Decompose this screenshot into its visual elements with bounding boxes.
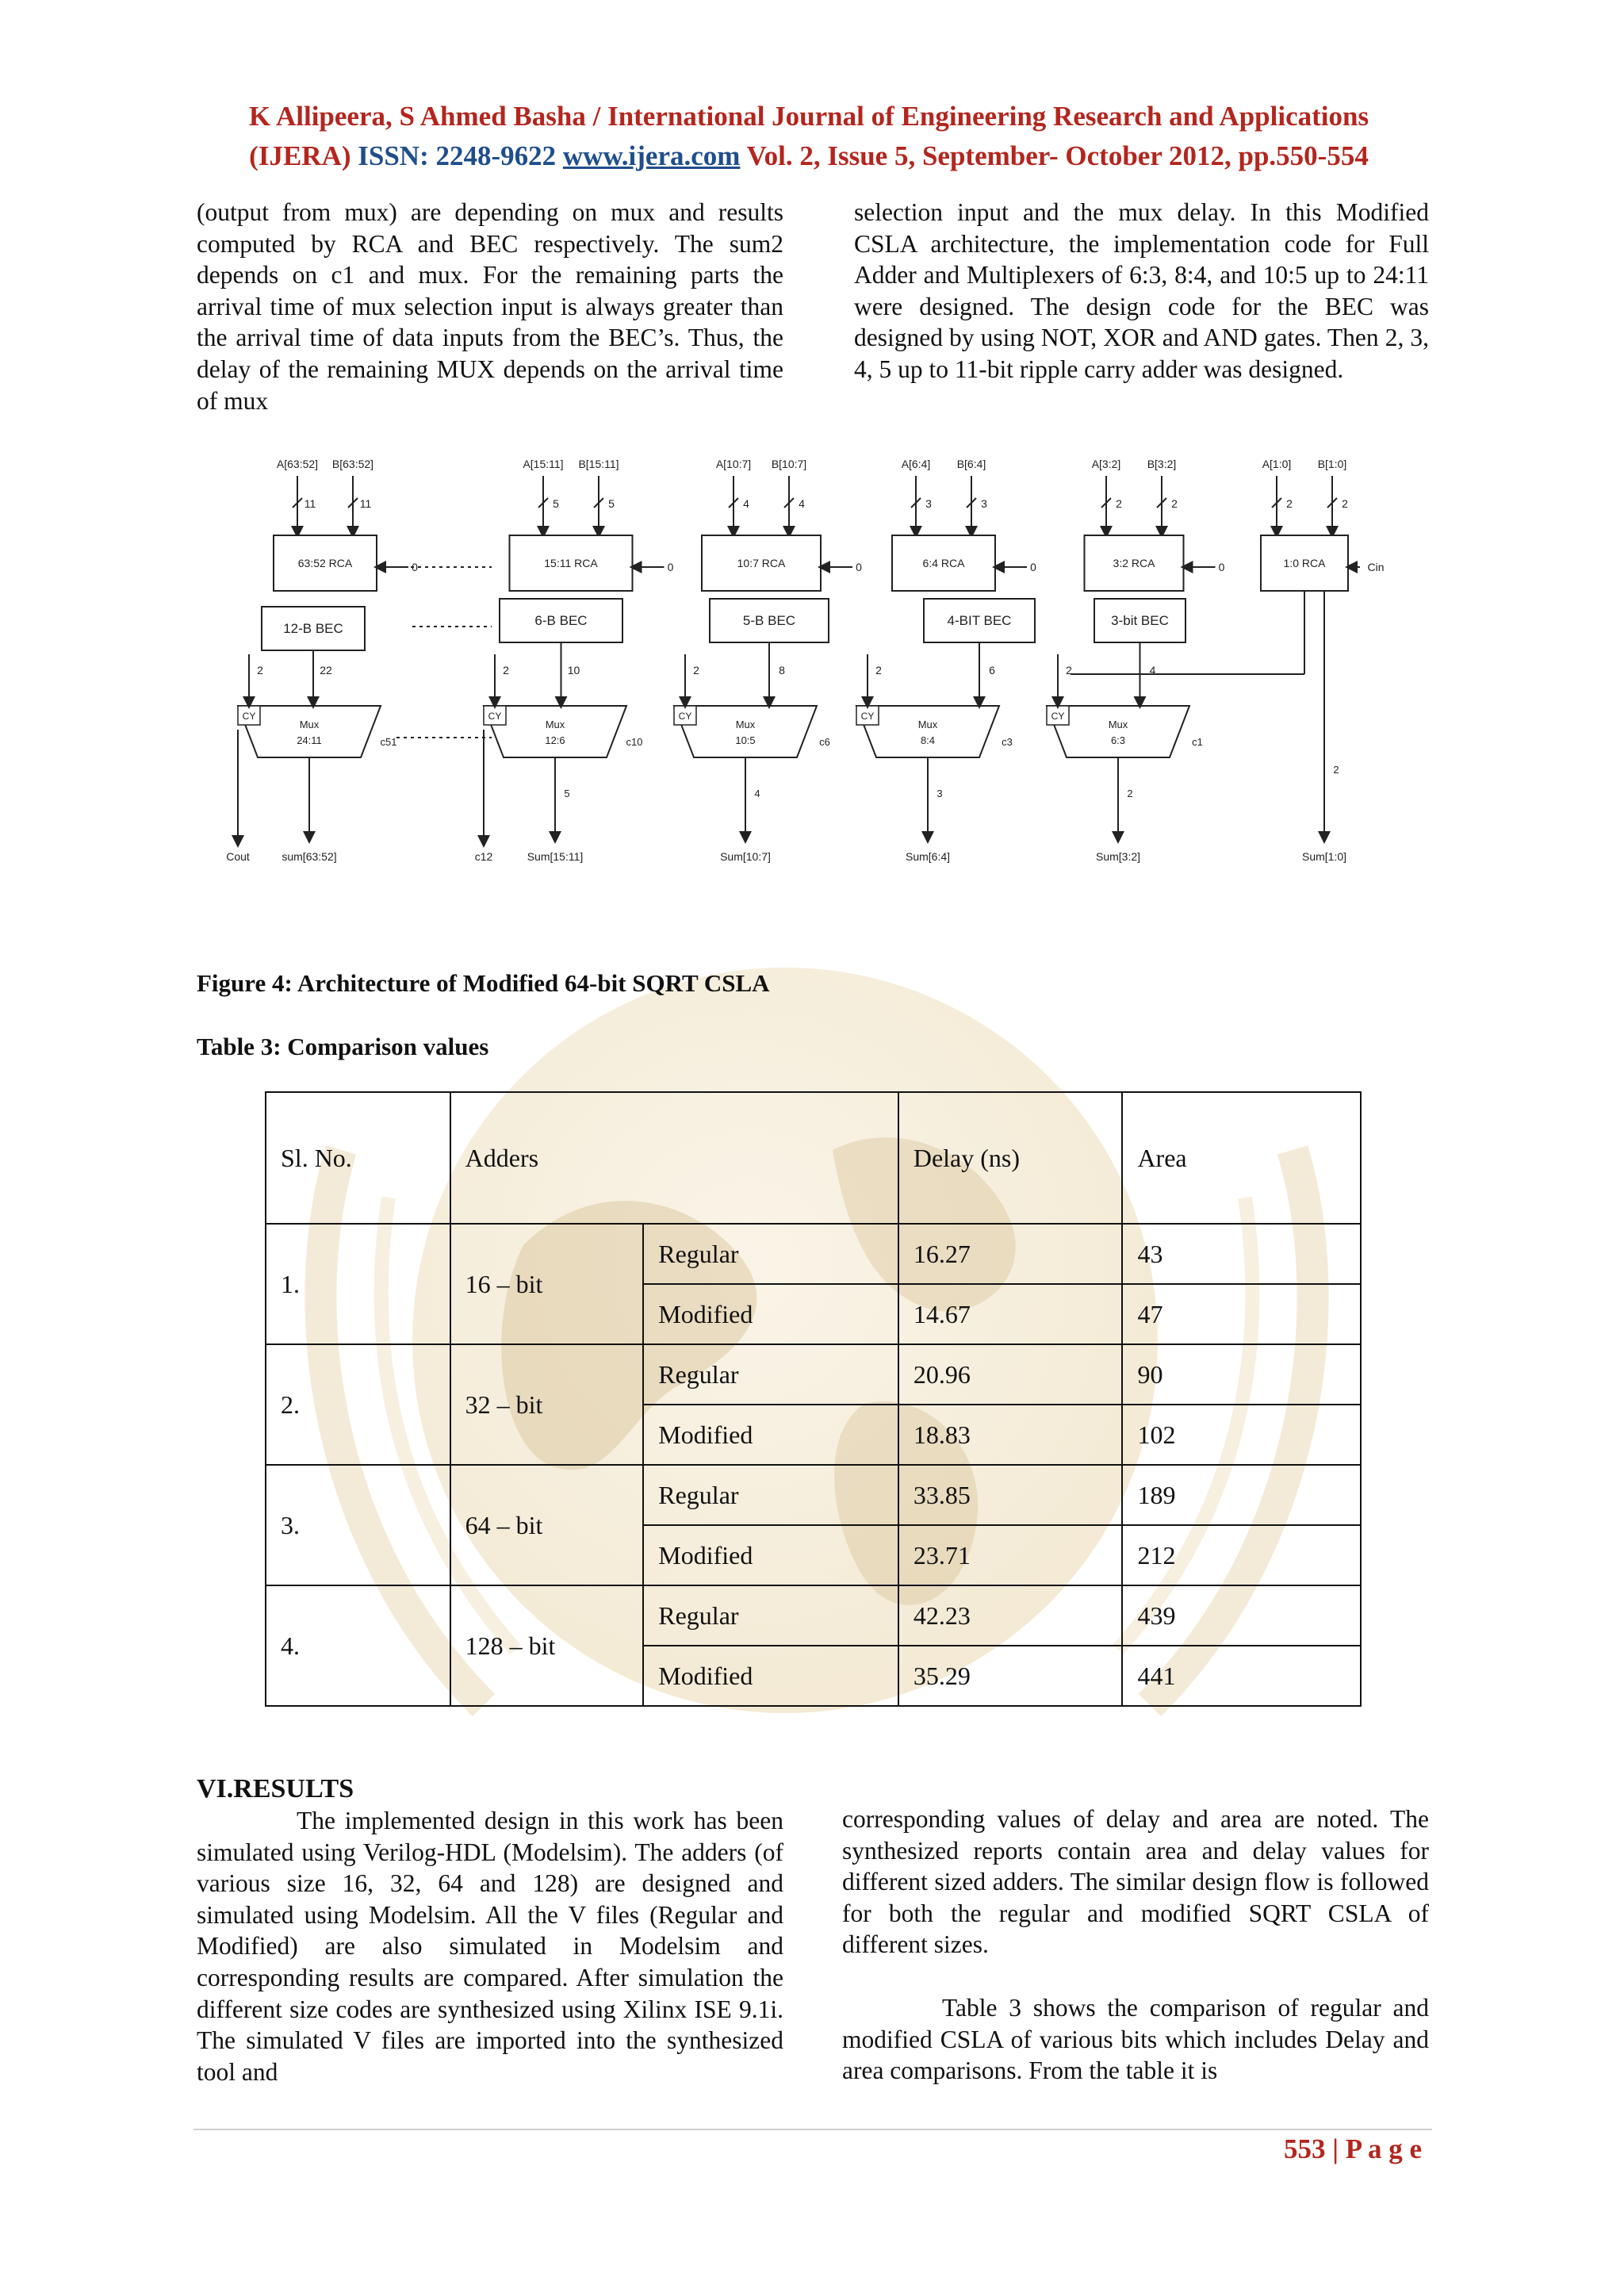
bus-width-label: 2: [1171, 497, 1178, 510]
mux-label: 8:4: [920, 734, 936, 746]
paragraph-top-right: selection input and the mux delay. In this Modified CSLA architecture, the implementation code for Full Adder and Multiplexers of 6:3, 8:4, and 10:5 up to 24:11 were designed. The design code for the BEC was designed by using NOT, XOR and AND gates. Then 2, 3, 4, 5 up to 11-bit ripple carry adder was designed.: [854, 198, 1429, 383]
header-delay: Delay (ns): [898, 1092, 1123, 1224]
input-b-label: B[15:11]: [578, 458, 619, 470]
mux-select-label: c1: [1192, 736, 1203, 748]
cell-area: 212: [1122, 1525, 1361, 1585]
table-row: [266, 1224, 1361, 1284]
table-row: [266, 1344, 1361, 1405]
cell-sl-no: 1.: [266, 1224, 450, 1344]
cy-label: CY: [678, 711, 692, 722]
cell-adder-size: 64 – bit: [450, 1465, 644, 1585]
carry-out-label: Cout: [226, 850, 250, 863]
bus-width-label: 4: [799, 497, 805, 510]
cy-label: CY: [488, 711, 502, 722]
mux-label: Mux: [917, 719, 938, 730]
input-b-label: B[63:52]: [331, 458, 374, 470]
cell-area: 102: [1122, 1405, 1361, 1465]
bus-width-label: 3: [925, 497, 932, 510]
bus-width-label: 2: [875, 664, 882, 677]
mux-label: 12:6: [545, 734, 565, 746]
bus-width-label: 6: [989, 664, 995, 677]
issue-info: Vol. 2, Issue 5, September- October 2012, pp.550-554: [746, 140, 1369, 171]
zero-input-label: 0: [856, 561, 862, 573]
paragraph-results-right-1: corresponding values of delay and area are noted. The synthesized reports contain area and delay values for different sized adders. The similar design flow is followed for both the regular and modified SQRT CSLA of different sizes.: [842, 1805, 1429, 1959]
cell-delay: 14.67: [898, 1284, 1123, 1344]
table-header-row: [266, 1092, 1361, 1224]
cell-adder-type: Modified: [643, 1284, 898, 1344]
cell-adder-type: Modified: [643, 1405, 898, 1465]
cell-delay: 35.29: [898, 1646, 1123, 1706]
header-area: Area: [1122, 1092, 1361, 1224]
bec-label: 5-B BEC: [742, 613, 796, 628]
cell-adder-type: Regular: [643, 1465, 898, 1525]
cell-area: 43: [1122, 1224, 1361, 1284]
zero-input-label: 0: [412, 561, 418, 573]
bus-width-label: 2: [1333, 764, 1339, 776]
paragraph-results-left: The implemented design in this work has been simulated using Verilog-HDL (Modelsim). The adders (of various size 16, 32, 64 and 128) are designed and simulated using Modelsim. All the V files (Regular and Modified) are also simulated in Modelsim and corresponding results are compared. After simulation the different size codes are synthesized using Xilinx ISE 9.1i. The simulated V files are imported into the synthesized tool and: [197, 1807, 783, 2086]
mux-select-label: c3: [1002, 736, 1013, 748]
rca-label: 3:2 RCA: [1113, 557, 1155, 569]
cell-adder-type: Modified: [643, 1646, 898, 1706]
zero-input-label: 0: [667, 561, 674, 573]
bus-width-label: 4: [1149, 664, 1156, 677]
bus-width-label: 8: [779, 664, 785, 677]
bec-label: 3-bit BEC: [1111, 613, 1169, 628]
input-a-label: A[10:7]: [715, 458, 752, 470]
cell-delay: 16.27: [898, 1224, 1123, 1284]
carry-in-label: Cin: [1367, 561, 1385, 573]
input-a-label: A[63:52]: [276, 458, 319, 470]
cy-label: CY: [242, 711, 256, 722]
bus-width-label: 4: [754, 788, 760, 799]
bus-width-label: 4: [743, 497, 749, 510]
bus-width-label: 2: [1286, 497, 1293, 510]
input-a-label: A[1:0]: [1262, 458, 1292, 470]
journal-abbr: (IJERA): [249, 140, 351, 171]
bus-width-label: 22: [320, 664, 332, 677]
cell-delay: 33.85: [898, 1465, 1123, 1525]
rca-label: 10:7 RCA: [737, 557, 786, 569]
mux-label: Mux: [1108, 719, 1128, 730]
page-number: 553 | P a g e: [1284, 2133, 1422, 2164]
cell-delay: 23.71: [898, 1525, 1123, 1585]
bus-width-label: 3: [936, 788, 943, 799]
bus-width-label: 2: [503, 664, 509, 677]
cell-area: 90: [1122, 1344, 1361, 1405]
header-adders: Adders: [450, 1092, 898, 1224]
input-a-label: A[3:2]: [1091, 458, 1121, 470]
cell-adder-size: 128 – bit: [450, 1585, 644, 1706]
bus-width-label: 2: [257, 664, 263, 677]
bus-width-label: 11: [304, 497, 316, 510]
sum-output-label: Sum[10:7]: [720, 850, 771, 863]
input-a-label: A[6:4]: [901, 458, 931, 470]
bus-width-label: 10: [567, 664, 580, 677]
cell-delay: 18.83: [898, 1405, 1123, 1465]
footer-rule: [193, 2129, 1432, 2130]
cell-area: 47: [1122, 1284, 1361, 1344]
input-b-label: B[6:4]: [956, 458, 986, 470]
input-b-label: B[10:7]: [771, 458, 807, 470]
zero-input-label: 0: [1030, 561, 1036, 573]
bus-width-label: 5: [553, 497, 559, 510]
mux-select-label: c6: [819, 736, 830, 748]
bus-width-label: 2: [1342, 497, 1348, 510]
cy-label: CY: [1051, 711, 1065, 722]
bec-label: 6-B BEC: [534, 613, 588, 628]
running-header-authors: K Allipeera, S Ahmed Basha / International Journal of Engineering Research and Applications: [248, 101, 1369, 132]
mux-label: 6:3: [1110, 734, 1126, 746]
sum-output-label: Sum[3:2]: [1095, 850, 1141, 863]
rca-label: 63:52 RCA: [297, 557, 353, 569]
mux-select-label: c51: [380, 736, 397, 748]
bus-width-label: 2: [693, 664, 699, 677]
bec-label: 4-BIT BEC: [947, 613, 1012, 628]
bec-label: 12-B BEC: [283, 621, 343, 636]
table-row: [266, 1465, 1361, 1525]
cell-sl-no: 4.: [266, 1585, 450, 1706]
sum-output-label: sum[63:52]: [282, 850, 337, 863]
cell-adder-type: Regular: [643, 1585, 898, 1646]
mux-label: 10:5: [735, 734, 756, 746]
mux-label: Mux: [545, 719, 565, 730]
rca-label: 6:4 RCA: [922, 557, 965, 569]
mux-label: Mux: [299, 719, 320, 730]
header-sl-no: Sl. No.: [266, 1092, 450, 1224]
bus-width-label: 2: [1127, 788, 1133, 799]
mux-label: 24:11: [297, 734, 322, 746]
journal-website-link[interactable]: www.ijera.com: [562, 140, 741, 171]
bus-width-label: 11: [359, 497, 372, 510]
carry-out-label: c12: [474, 850, 493, 863]
rca-label: 15:11 RCA: [544, 557, 598, 569]
cell-adder-type: Regular: [643, 1224, 898, 1284]
cell-sl-no: 3.: [266, 1465, 450, 1585]
paragraph-top-left: (output from mux) are depending on mux and results computed by RCA and BEC respectively. The sum2 depends on c1 and mux. For the remaining parts the arrival time of mux selection input is always greater than the arrival time of data inputs from the BEC’s. Thus, the delay of the remaining MUX depends on the arrival time of mux: [197, 198, 783, 415]
zero-input-label: 0: [1218, 561, 1225, 573]
rca-label: 1:0 RCA: [1283, 557, 1326, 569]
input-b-label: B[1:0]: [1317, 458, 1347, 470]
bus-width-label: 5: [564, 788, 570, 799]
sum-output-label: Sum[1:0]: [1301, 850, 1347, 863]
section-heading-results: VI.RESULTS: [197, 1774, 354, 1803]
bus-width-label: 5: [608, 497, 615, 510]
cell-adder-type: Regular: [643, 1344, 898, 1405]
cell-adder-type: Modified: [643, 1525, 898, 1585]
mux-select-label: c10: [626, 736, 643, 748]
mux-label: Mux: [735, 719, 756, 730]
bus-width-label: 2: [1066, 664, 1072, 677]
cell-delay: 42.23: [898, 1585, 1123, 1646]
bus-width-label: 3: [981, 497, 987, 510]
cell-area: 439: [1122, 1585, 1361, 1646]
figure-caption: Figure 4: Architecture of Modified 64-bit SQRT CSLA: [197, 969, 770, 997]
cell-area: 441: [1122, 1646, 1361, 1706]
comparison-table: [265, 1091, 1362, 1707]
table-caption: Table 3: Comparison values: [197, 1033, 489, 1060]
issn: ISSN: 2248-9622: [358, 140, 557, 171]
cell-sl-no: 2.: [266, 1344, 450, 1465]
table-row: [266, 1585, 1361, 1646]
cell-adder-size: 16 – bit: [450, 1224, 644, 1344]
input-b-label: B[3:2]: [1147, 458, 1177, 470]
running-header-journal: [190, 136, 1427, 176]
bus-width-label: 2: [1116, 497, 1122, 510]
cell-adder-size: 32 – bit: [450, 1344, 644, 1465]
input-a-label: A[15:11]: [523, 458, 564, 470]
cell-area: 189: [1122, 1465, 1361, 1525]
paragraph-results-right-2: Table 3 shows the comparison of regular and modified CSLA of various bits which includes Delay and area comparisons. From the table it is: [842, 1993, 1429, 2085]
sum-output-label: Sum[6:4]: [905, 850, 951, 863]
cell-delay: 20.96: [898, 1344, 1123, 1405]
sum-output-label: Sum[15:11]: [527, 850, 584, 863]
csla-architecture-diagram: [226, 444, 1404, 872]
paragraph-results-right: [842, 1803, 1429, 2087]
cy-label: CY: [860, 711, 875, 722]
